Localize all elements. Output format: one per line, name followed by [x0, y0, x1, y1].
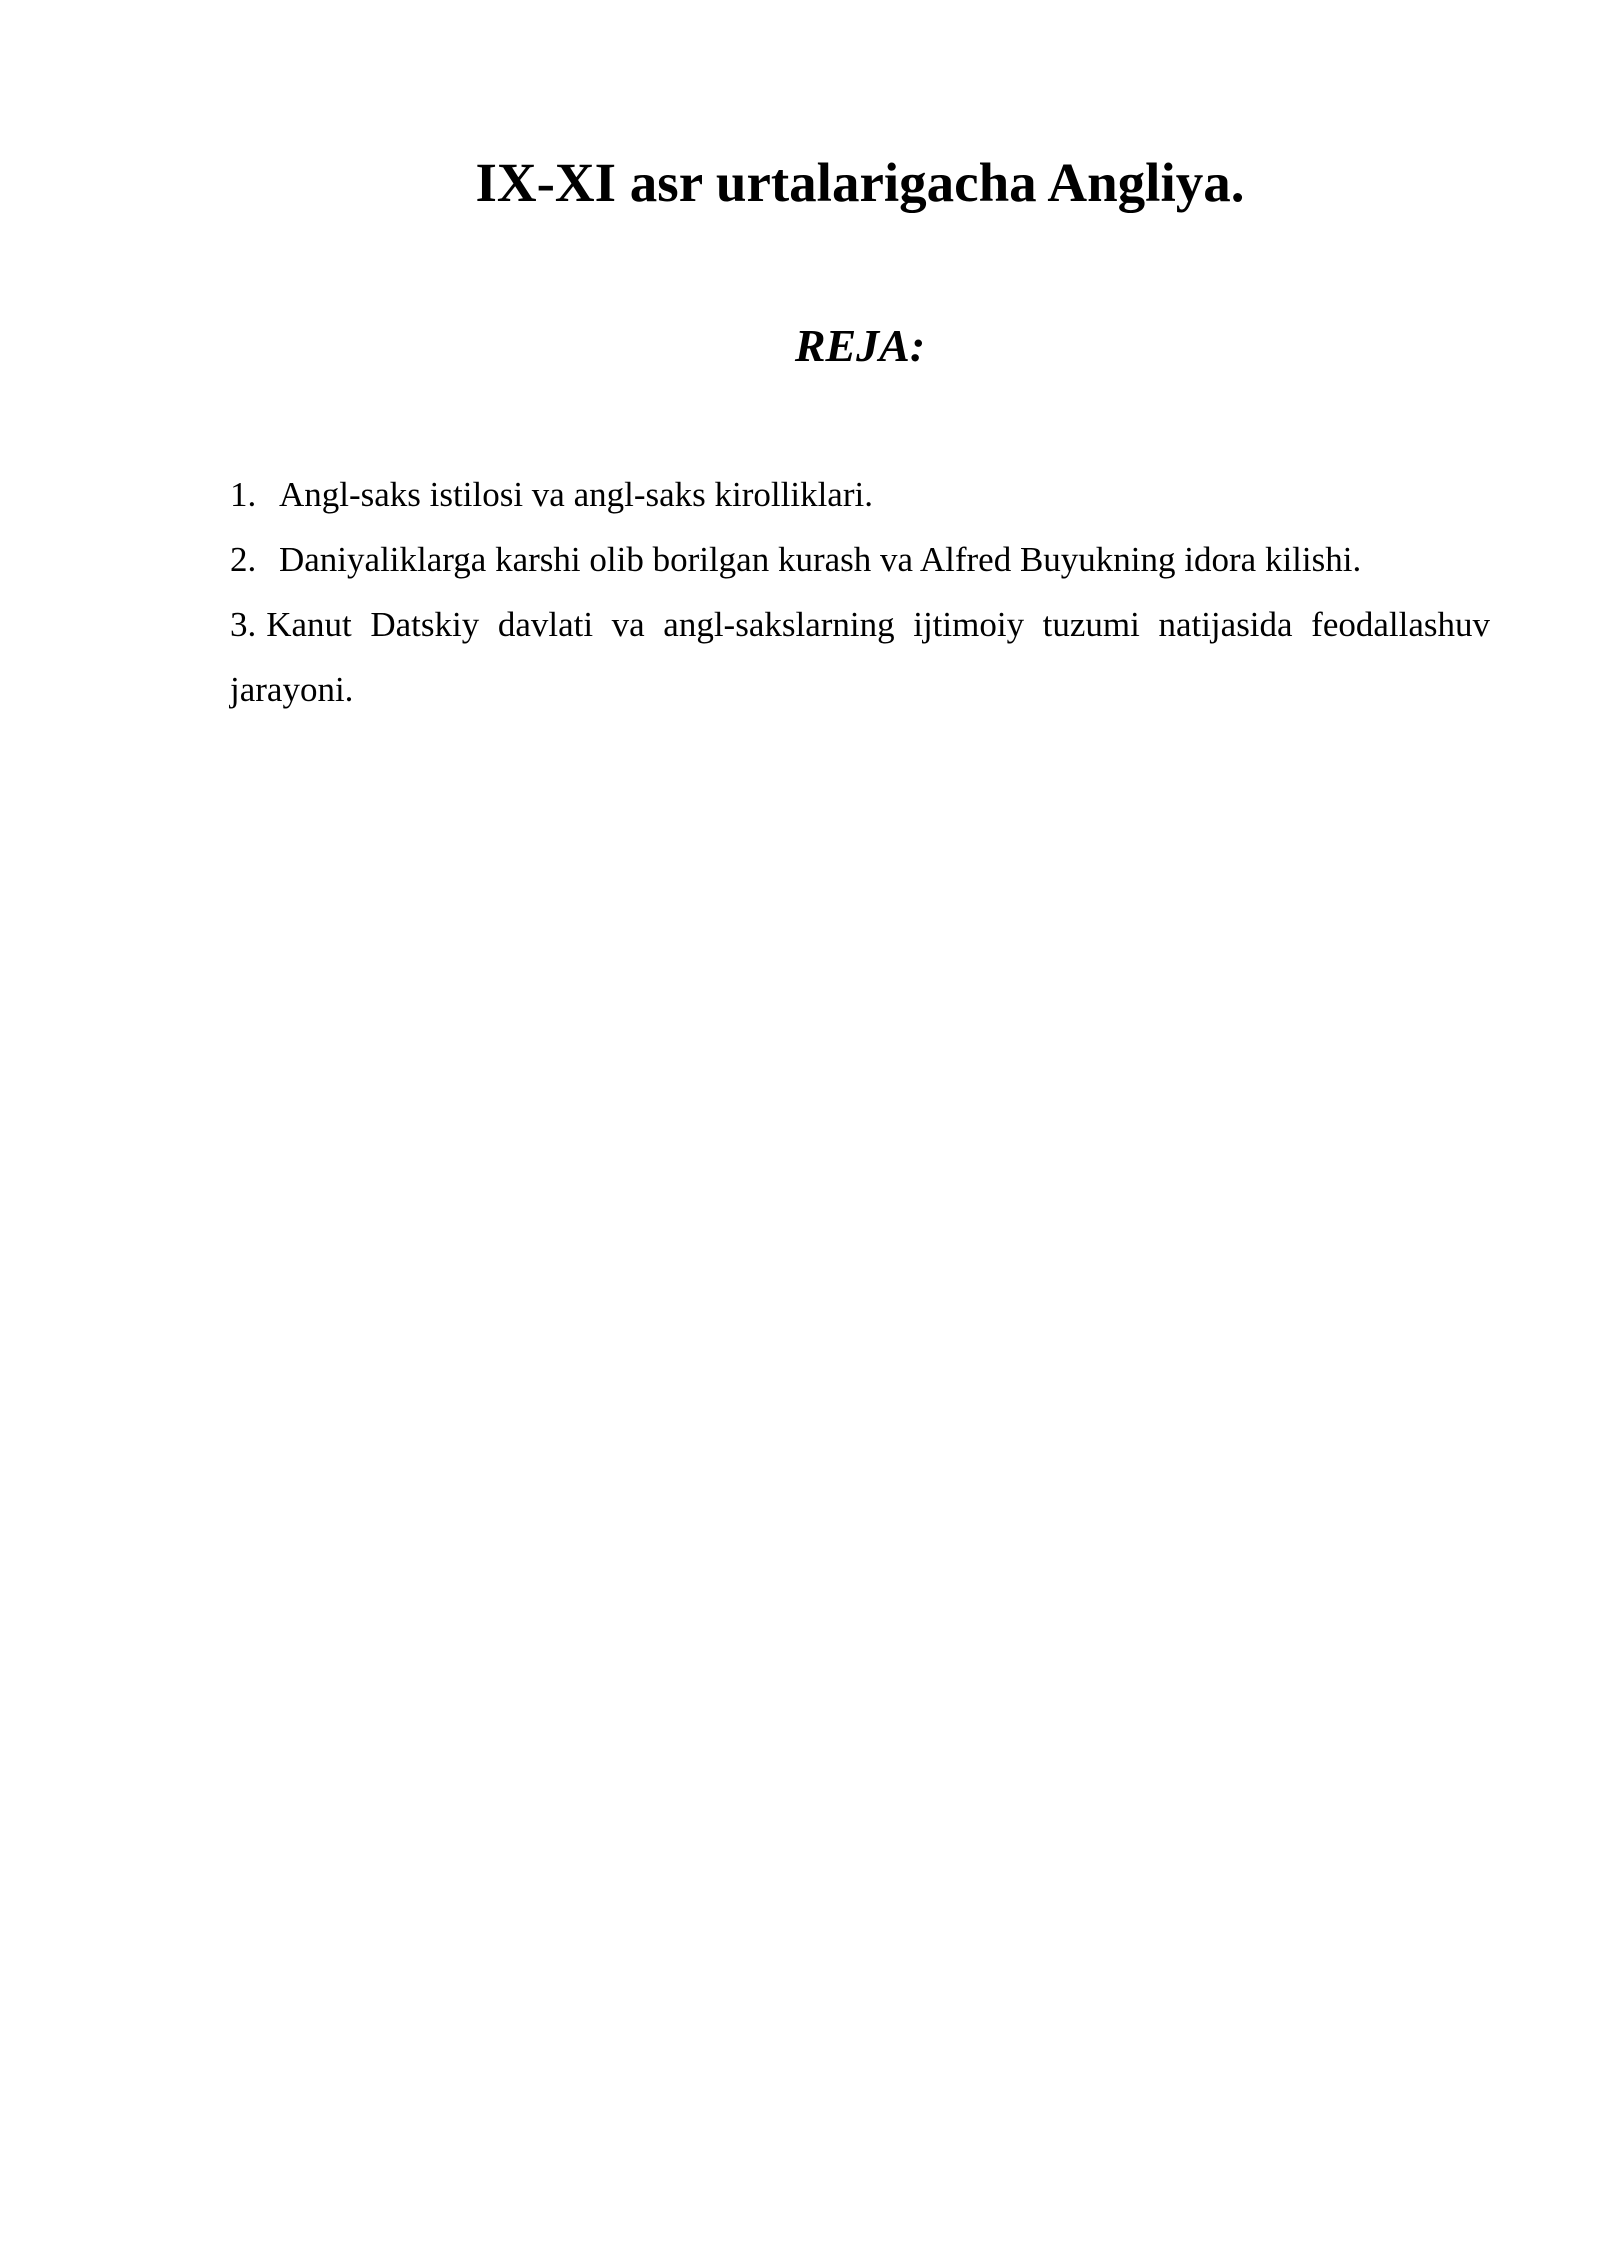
plan-item-text: Kanut Datskiy davlati va angl-sakslarning ijtimoiy tuzumi natijasida feodallashuv jarayoni. — [230, 605, 1490, 709]
document-title: IX-XI asr urtalarigacha Angliya. — [475, 152, 1245, 213]
plan-item-text: Angl-saks istilosi va angl-saks kirolliklari. — [279, 475, 873, 514]
plan-item-number: 2. — [230, 540, 257, 579]
plan-heading: REJA: — [794, 320, 926, 371]
plan-item-2 — [230, 527, 1490, 592]
plan-item-number: 3. — [230, 605, 257, 644]
plan-item-text: Daniyaliklarga karshi olib borilgan kurash va Alfred Buyukning idora kilishi. — [279, 540, 1362, 579]
plan-item-number: 1. — [230, 475, 257, 514]
plan-list — [230, 462, 1490, 722]
plan-item-1 — [230, 462, 1490, 527]
plan-item-3 — [230, 592, 1490, 722]
